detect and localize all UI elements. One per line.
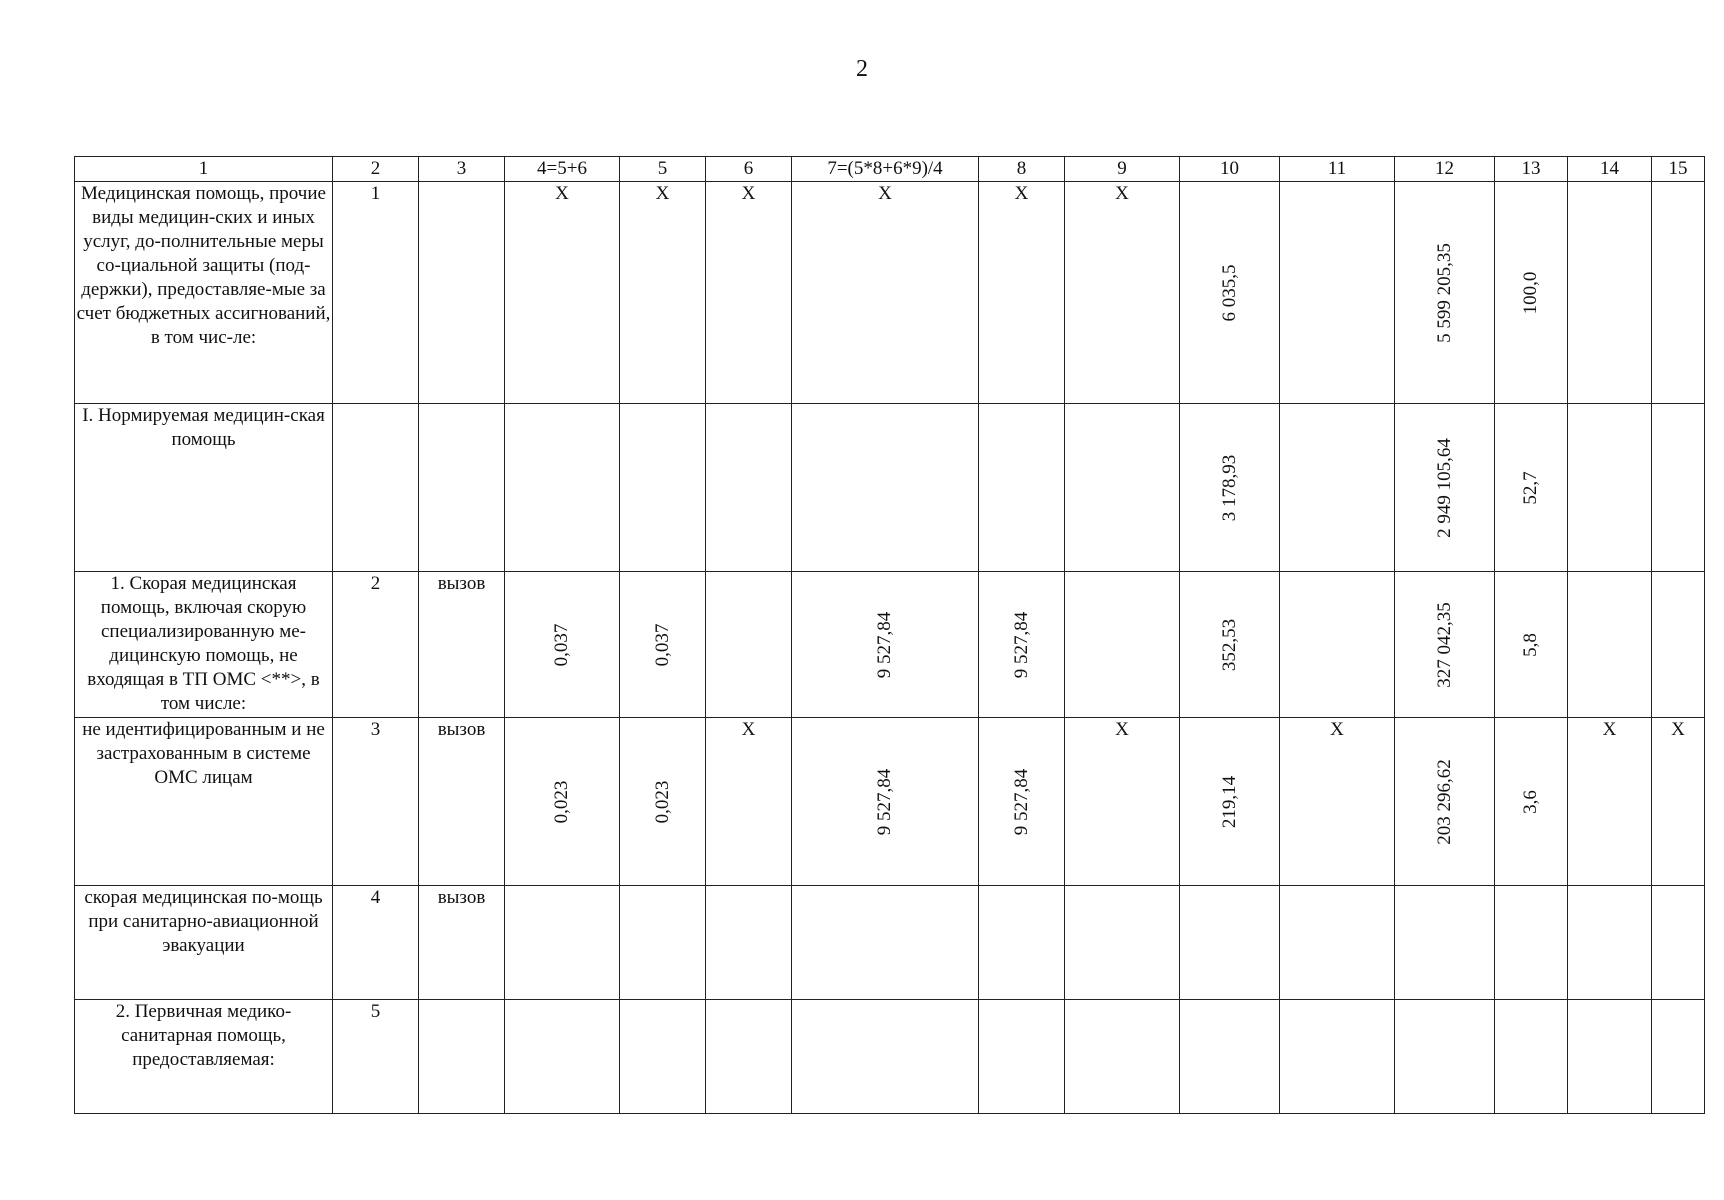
cell-value: 9 527,84 [1010,611,1032,678]
header-cell: 5 [620,157,706,182]
cell-col13 [1495,718,1568,886]
cell-col8 [979,886,1065,1000]
row-number [333,404,419,572]
table-row [75,404,1705,572]
cell-col6 [706,404,792,572]
cell-value: 203 296,62 [1433,758,1455,845]
cell-col5 [620,718,706,886]
table-row [75,572,1705,718]
cell-col10 [1180,886,1280,1000]
cell-col15 [1652,572,1705,718]
cell-value: 0,023 [551,780,572,823]
cell-value: 0,023 [651,780,673,823]
header-cell: 7=(5*8+6*9)/4 [792,157,979,182]
cell-col12 [1395,404,1495,572]
header-row [75,157,1705,182]
cell-col9 [1065,1000,1180,1114]
cell-col14 [1568,1000,1652,1114]
cell-value: 3,6 [1520,789,1541,814]
header-cell: 2 [333,157,419,182]
cell-col10 [1180,718,1280,886]
header-cell: 12 [1395,157,1495,182]
cell-col7 [792,1000,979,1114]
cell-col11 [1280,182,1395,404]
cell-col11 [1280,886,1395,1000]
header-cell: 13 [1495,157,1568,182]
header-cell: 6 [706,157,792,182]
cell-col8 [979,572,1065,718]
cell-col15 [1652,886,1705,1000]
page-number: 2 [856,56,868,82]
cell-col6: X [706,718,792,886]
table-row [75,886,1705,1000]
cell-col9 [1065,572,1180,718]
cell-col15 [1652,404,1705,572]
cell-col10 [1180,572,1280,718]
cell-col6 [706,886,792,1000]
cell-col11 [1280,572,1395,718]
row-unit: вызов [419,572,505,718]
row-unit: вызов [419,886,505,1000]
cell-col11: X [1280,718,1395,886]
row-number: 3 [333,718,419,886]
cell-col7: X [792,182,979,404]
cell-value: 5 599 205,35 [1433,242,1455,343]
row-number: 1 [333,182,419,404]
row-unit [419,404,505,572]
cell-col12 [1395,718,1495,886]
cell-col4 [505,404,620,572]
row-name: 2. Первичная медико-санитарная помощь, предоставляемая: [75,1000,333,1114]
header-cell: 9 [1065,157,1180,182]
cell-col7 [792,572,979,718]
cell-col13 [1495,404,1568,572]
cell-col5: X [620,182,706,404]
row-name: 1. Скорая медицинская помощь, включая скорую специализированную ме-дицинскую помощь, не входящая в ТП ОМС <**>, в том числе: [75,572,333,718]
cell-value: 219,14 [1218,775,1240,828]
cell-col5 [620,404,706,572]
header-cell: 4=5+6 [505,157,620,182]
cell-value: 352,53 [1218,618,1240,671]
row-name: не идентифицированным и не застрахованным в системе ОМС лицам [75,718,333,886]
cell-col12 [1395,572,1495,718]
cell-col9: X [1065,718,1180,886]
cell-col9 [1065,404,1180,572]
row-number: 5 [333,1000,419,1114]
cell-col14 [1568,404,1652,572]
header-cell: 14 [1568,157,1652,182]
cell-col7 [792,886,979,1000]
cell-value: 327 042,35 [1433,601,1455,688]
cell-col8 [979,404,1065,572]
cell-value: 5,8 [1520,632,1541,657]
cell-col5 [620,886,706,1000]
cell-col12 [1395,886,1495,1000]
cell-col6: X [706,182,792,404]
cell-value: 2 949 105,64 [1433,437,1455,538]
cell-value: 9 527,84 [874,611,895,678]
cell-col14: X [1568,718,1652,886]
cell-value: 6 035,5 [1218,264,1240,321]
cell-col6 [706,1000,792,1114]
cell-col4 [505,718,620,886]
cell-col14 [1568,572,1652,718]
cell-col9: X [1065,182,1180,404]
cell-value: 3 178,93 [1218,454,1240,521]
cell-col7 [792,718,979,886]
header-cell: 1 [75,157,333,182]
header-cell: 10 [1180,157,1280,182]
cell-col5 [620,1000,706,1114]
cell-col4: X [505,182,620,404]
cell-col14 [1568,182,1652,404]
cell-col10 [1180,182,1280,404]
cell-col15: X [1652,718,1705,886]
cell-col14 [1568,886,1652,1000]
cell-value: 0,037 [551,623,572,666]
cell-col4 [505,572,620,718]
cell-col12 [1395,182,1495,404]
cell-col13 [1495,886,1568,1000]
row-number: 2 [333,572,419,718]
cell-col11 [1280,1000,1395,1114]
cell-col8 [979,1000,1065,1114]
cell-col4 [505,886,620,1000]
row-number: 4 [333,886,419,1000]
cell-col8 [979,718,1065,886]
cell-col7 [792,404,979,572]
cell-col12 [1395,1000,1495,1114]
cell-value: 9 527,84 [874,768,895,835]
cell-col6 [706,572,792,718]
row-unit [419,182,505,404]
cell-col10 [1180,1000,1280,1114]
row-name: I. Нормируемая медицин-ская помощь [75,404,333,572]
cell-col15 [1652,1000,1705,1114]
row-name: скорая медицинская по-мощь при санитарно-авиационной эвакуации [75,886,333,1000]
budget-table [74,156,1705,1114]
cell-value: 100,0 [1520,271,1541,314]
row-unit: вызов [419,718,505,886]
cell-col13 [1495,572,1568,718]
cell-value: 9 527,84 [1010,768,1032,835]
cell-value: 0,037 [651,623,673,666]
cell-col8: X [979,182,1065,404]
header-cell: 15 [1652,157,1705,182]
cell-col13 [1495,1000,1568,1114]
cell-col9 [1065,886,1180,1000]
cell-col11 [1280,404,1395,572]
cell-col5 [620,572,706,718]
table-row [75,182,1705,404]
header-cell: 8 [979,157,1065,182]
table-row [75,1000,1705,1114]
cell-col10 [1180,404,1280,572]
row-unit [419,1000,505,1114]
cell-col15 [1652,182,1705,404]
cell-value: 52,7 [1520,470,1541,505]
table-row [75,718,1705,886]
cell-col4 [505,1000,620,1114]
header-cell: 11 [1280,157,1395,182]
header-cell: 3 [419,157,505,182]
cell-col13 [1495,182,1568,404]
row-name: Медицинская помощь, прочие виды медицин-ских и иных услуг, до-полнительные меры со-циальной защиты (под-держки), предоставляе-мые за счет бюджетных ассигнований, в том чис-ле: [75,182,333,404]
